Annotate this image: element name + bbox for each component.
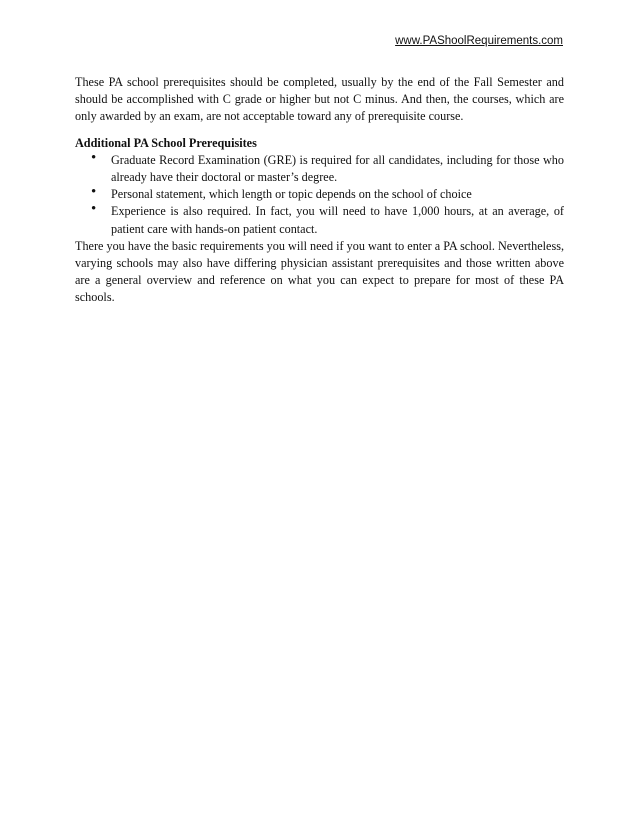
list-item [75,203,564,237]
list-item [75,149,564,186]
bullet-icon: • [91,184,97,201]
prerequisites-list [75,149,564,238]
bullet-icon: • [91,201,97,218]
closing-paragraph: There you have the basic requirements you will need if you want to enter a PA school. Nevertheless, varying schools may also have differing physician assistant prerequisites and those written above are a general overview and reference on what you can expect to prepare for most of these PA schools. [75,238,564,305]
section-heading: Additional PA School Prerequisites [75,135,257,150]
list-item [75,186,564,203]
list-item-text: Graduate Record Examination (GRE) is required for all candidates, including for those who already have their doctoral or master’s degree. [111,152,564,185]
list-item-text: Personal statement, which length or topic depends on the school of choice [111,187,472,202]
header-url-link[interactable]: www.PAShoolRequirements.com [395,35,563,47]
list-item-text: Experience is also required. In fact, you will need to have 1,000 hours, at an average, of patient care with hands-on patient contact. [111,204,564,236]
intro-paragraph: These PA school prerequisites should be completed, usually by the end of the Fall Semester and should be accomplished with C grade or higher but not C minus. And then, the courses, which are only awarded by an exam, are not acceptable toward any of prerequisite course. [75,75,564,124]
document-body [75,74,564,307]
bullet-icon: • [91,149,97,166]
